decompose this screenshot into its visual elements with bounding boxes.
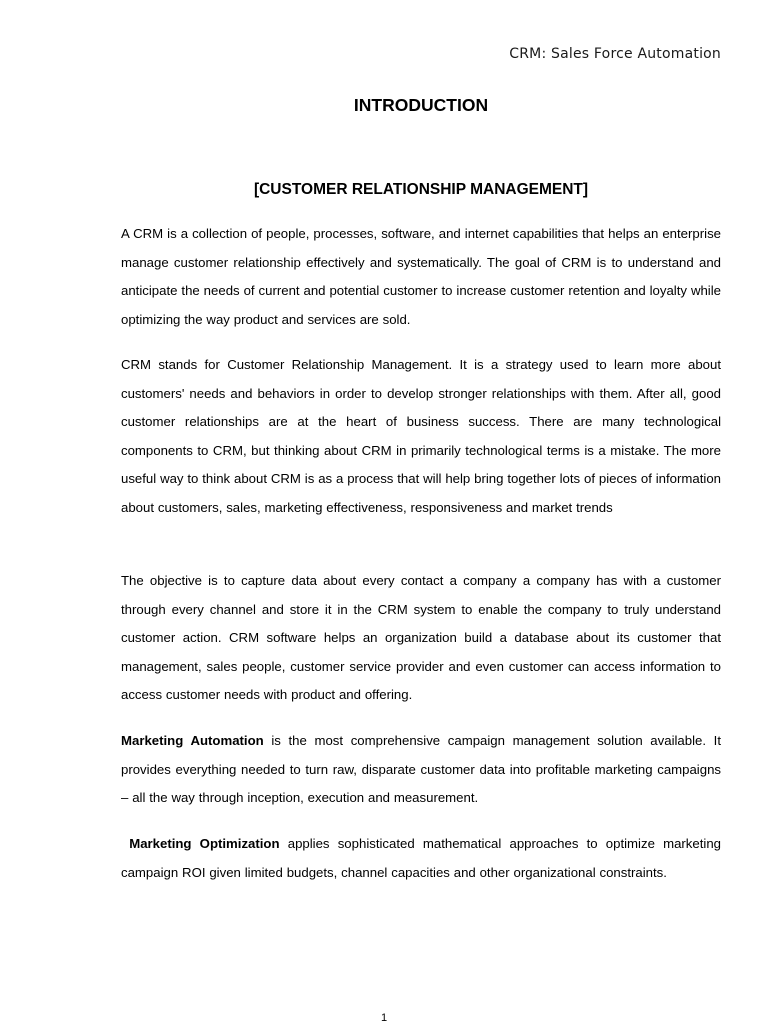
paragraph-crm-objective: The objective is to capture data about every contact a company a company has with a customer through every channel and store it in the CRM system to enable the company to truly understand customer action. CRM software helps an organization build a database about its customer that management, sales people, customer service provider and even customer can access information to access customer needs with product and offering.	[121, 573, 721, 702]
marketing-automation-term: Marketing Automation	[121, 733, 264, 748]
paragraph-marketing-automation	[121, 727, 721, 813]
marketing-optimization-term: Marketing Optimization	[129, 836, 280, 851]
section-subtitle: [CUSTOMER RELATIONSHIP MANAGEMENT]	[253, 181, 589, 198]
paragraph-crm-strategy: CRM stands for Customer Relationship Management. It is a strategy used to learn more about customers' needs and behaviors in order to develop stronger relationships with them. After all, good customer relationships are at the heart of business success. There are many technological components to CRM, but thinking about CRM in primarily technological terms is a mistake. The more useful way to think about CRM is as a process that will help bring together lots of pieces of information about customers, sales, marketing effectiveness, responsiveness and market trends	[121, 357, 721, 515]
paragraph-marketing-optimization	[121, 830, 721, 887]
marketing-optimization-text: applies sophisticated mathematical approaches to optimize marketing campaign ROI given limited budgets, channel capacities and other organizational constraints.	[121, 836, 721, 880]
paragraph-crm-definition: A CRM is a collection of people, processes, software, and internet capabilities that helps an enterprise manage customer relationship effectively and systematically. The goal of CRM is to understand and anticipate the needs of current and potential customer to increase customer retention and loyalty while optimizing the way product and services are sold.	[121, 226, 721, 327]
running-header: CRM: Sales Force Automation	[509, 46, 721, 62]
marketing-automation-text: is the most comprehensive campaign management solution available. It provides everything needed to turn raw, disparate customer data into profitable marketing campaigns – all the way through inception, execution and measurement.	[121, 733, 721, 805]
page-number: 1	[380, 1012, 388, 1024]
page-title: INTRODUCTION	[353, 95, 489, 115]
